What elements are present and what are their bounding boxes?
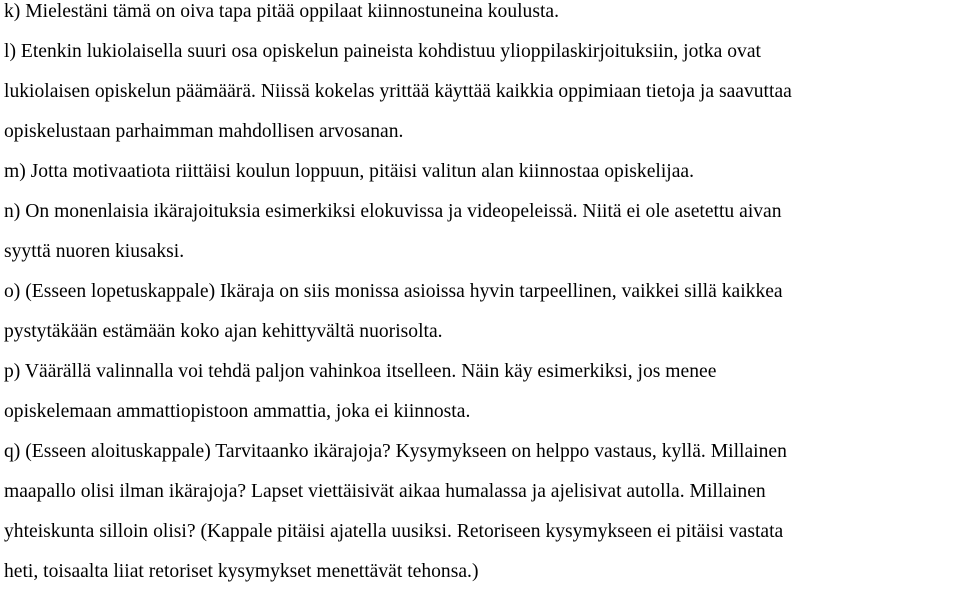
text-line: p) Väärällä valinnalla voi tehdä paljon vahinkoa itselleen. Näin käy esimerkiksi, jos menee	[4, 361, 717, 382]
text-line: opiskelustaan parhaimman mahdollisen arvosanan.	[4, 121, 404, 142]
text-line: lukiolaisen opiskelun päämäärä. Niissä kokelas yrittää käyttää kaikkia oppimiaan tietoja ja saavuttaa	[4, 81, 792, 102]
paragraph-o	[4, 272, 960, 352]
paragraph-k	[4, 0, 960, 32]
paragraph-m	[4, 152, 960, 192]
text-line: n) On monenlaisia ikärajoituksia esimerkiksi elokuvissa ja videopeleissä. Niitä ei ole asetettu aivan	[4, 201, 782, 222]
text-line: heti, toisaalta liiat retoriset kysymykset menettävät tehonsa.)	[4, 561, 479, 582]
text-line: yhteiskunta silloin olisi? (Kappale pitäisi ajatella uusiksi. Retoriseen kysymykseen ei pitäisi vastata	[4, 521, 784, 542]
paragraph-n	[4, 192, 960, 272]
text-line: l) Etenkin lukiolaisella suuri osa opiskelun paineista kohdistuu ylioppilaskirjoituksiin, jotka ovat	[4, 41, 761, 62]
text-line: q) (Esseen aloituskappale) Tarvitaanko ikärajoja? Kysymykseen on helppo vastaus, kyllä. Millainen	[4, 441, 787, 462]
text-line: m) Jotta motivaatiota riittäisi koulun loppuun, pitäisi valitun alan kiinnostaa opiskelijaa.	[4, 161, 695, 182]
text-line: k) Mielestäni tämä on oiva tapa pitää oppilaat kiinnostuneina koulusta.	[4, 1, 560, 22]
text-line: pystytäkään estämään koko ajan kehittyvältä nuorisolta.	[4, 321, 443, 342]
paragraph-l	[4, 32, 960, 152]
paragraph-q	[4, 432, 960, 592]
text-line: opiskelemaan ammattiopistoon ammattia, joka ei kiinnosta.	[4, 401, 471, 422]
text-line: maapallo olisi ilman ikärajoja? Lapset viettäisivät aikaa humalassa ja ajelisivat autolla. Millainen	[4, 481, 766, 502]
text-line: syyttä nuoren kiusaksi.	[4, 241, 185, 262]
text-line: o) (Esseen lopetuskappale) Ikäraja on siis monissa asioissa hyvin tarpeellinen, vaikkei sillä kaikkea	[4, 281, 783, 302]
paragraph-p	[4, 352, 960, 432]
document-body	[4, 0, 960, 592]
